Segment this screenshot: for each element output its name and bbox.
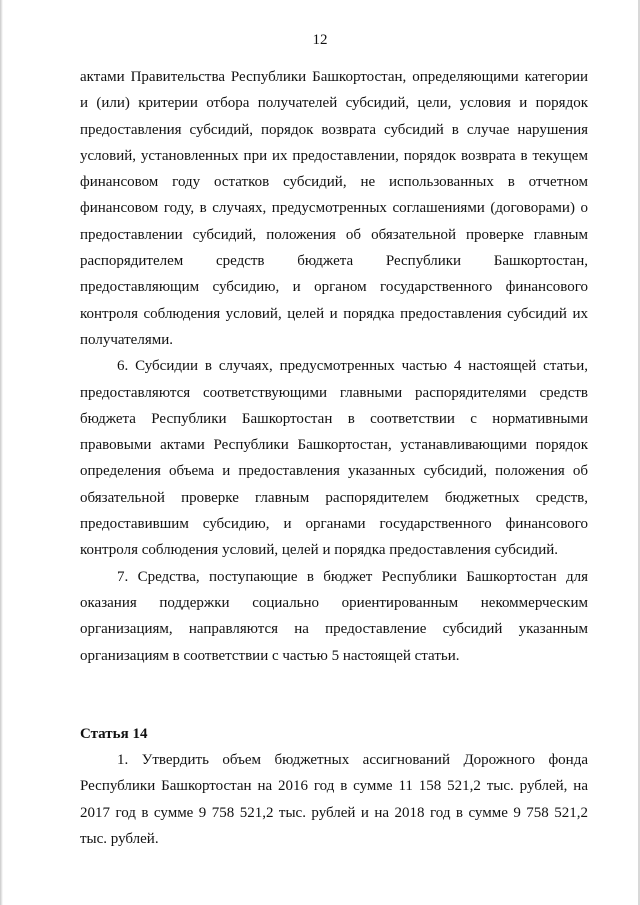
paragraph-7: 7. Средства, поступающие в бюджет Республики Башкортостан для оказания поддержки социально ориентированным некоммерческим организациям, направляются на предоставление субсидий указанным организациям в соответствии с частью 5 настоящей статьи. (80, 568, 588, 664)
article-heading: Статья 14 (80, 725, 148, 742)
paragraph-6: 6. Субсидии в случаях, предусмотренных частью 4 настоящей статьи, предоставляются соответствующими главными распорядителями средств бюджета Республики Башкортостан в соответствии с нормативными правовыми актами Республики Башкортостан, устанавливающими порядок определения объема и предоставления указанных субсидий, положения об обязательной проверке главным распорядителем бюджетных средств, предоставившим субсидию, и органами государственного финансового контроля соблюдения условий, целей и порядка предоставления субсидий. (80, 358, 588, 559)
scan-left-edge (0, 0, 3, 905)
document-body (80, 64, 588, 852)
article-14-paragraph-1: 1. Утвердить объем бюджетных ассигнований Дорожного фонда Республики Башкортостан на 2016 год в сумме 11 158 521,2 тыс. рублей, на 2017 год в сумме 9 758 521,2 тыс. рублей и на 2018 год в сумме 9 758 521,2 тыс. рублей. (80, 752, 588, 848)
page-number: 12 (312, 32, 328, 48)
paragraph-continuation: актами Правительства Республики Башкортостан, определяющими категории и (или) критерии отбора получателей субсидий, цели, условия и порядок предоставления субсидий, порядок возврата субсидий в случае нарушения условий, установленных при их предоставлении, порядок возврата в текущем финансовом году остатков субсидий, не использованных в отчетном финансовом году, в случаях, предусмотренных соглашениями (договорами) о предоставлении субсидий, положения об обязательной проверке главным распорядителем средств бюджета Республики Башкортостан, предоставляющим субсидию, и органом государственного финансового контроля соблюдения условий, целей и порядка предоставления субсидий их получателями. (80, 69, 588, 348)
section-gap (80, 669, 588, 721)
